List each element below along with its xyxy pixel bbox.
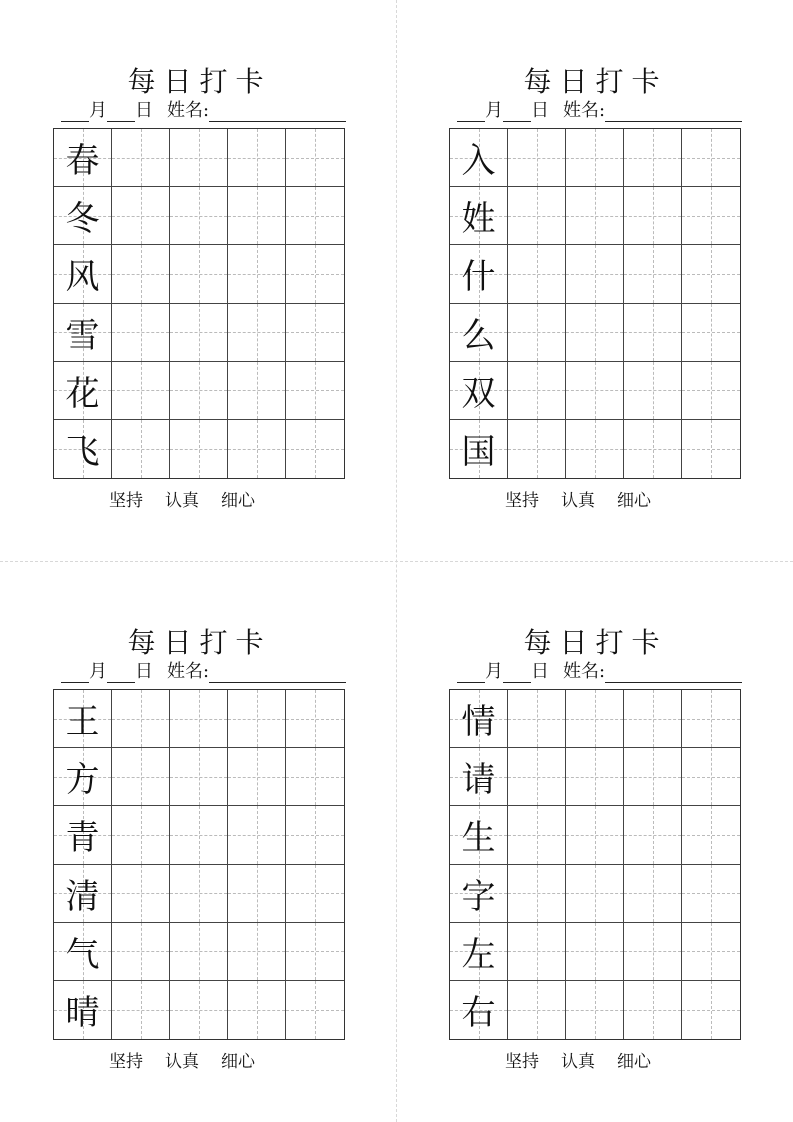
model-character: 右 — [461, 993, 496, 1034]
practice-cell[interactable] — [682, 245, 740, 303]
month-label: 月 — [89, 661, 107, 682]
practice-cell[interactable] — [682, 690, 740, 748]
practice-cell[interactable] — [286, 187, 344, 245]
practice-cell[interactable] — [170, 865, 228, 923]
month-label: 月 — [89, 100, 107, 121]
motto-word: 坚持 — [109, 1052, 143, 1072]
month-blank[interactable] — [61, 664, 89, 683]
practice-cell[interactable] — [682, 981, 740, 1039]
practice-cell[interactable] — [566, 981, 624, 1039]
model-character-cell — [450, 981, 508, 1039]
day-label: 日 — [135, 100, 153, 121]
practice-cell[interactable] — [566, 362, 624, 420]
practice-cell[interactable] — [566, 245, 624, 303]
practice-cell[interactable] — [682, 420, 740, 478]
model-character: 双 — [461, 373, 496, 414]
practice-cell[interactable] — [228, 304, 286, 362]
practice-cell[interactable] — [624, 806, 682, 864]
model-character: 风 — [65, 257, 100, 298]
practice-cell[interactable] — [170, 129, 228, 187]
practice-cell[interactable] — [228, 865, 286, 923]
practice-cell[interactable] — [228, 245, 286, 303]
practice-cell[interactable] — [624, 362, 682, 420]
practice-cell[interactable] — [682, 187, 740, 245]
practice-cell[interactable] — [566, 187, 624, 245]
day-blank[interactable] — [107, 664, 135, 683]
practice-cell[interactable] — [170, 981, 228, 1039]
model-character-cell — [54, 420, 112, 478]
card-title: 每日打卡 — [127, 65, 272, 98]
practice-cell[interactable] — [170, 690, 228, 748]
model-character: 么 — [461, 315, 496, 356]
model-character: 气 — [65, 934, 100, 975]
day-label: 日 — [135, 661, 153, 682]
practice-cell[interactable] — [228, 981, 286, 1039]
practice-cell[interactable] — [624, 245, 682, 303]
practice-cell[interactable] — [112, 806, 170, 864]
model-character-cell — [450, 362, 508, 420]
practice-cell[interactable] — [228, 748, 286, 806]
motto — [505, 486, 673, 511]
motto-word: 认真 — [165, 1052, 199, 1072]
model-character-cell — [54, 923, 112, 981]
model-character-cell — [54, 748, 112, 806]
practice-cell[interactable] — [508, 806, 566, 864]
practice-cell[interactable] — [682, 865, 740, 923]
practice-cell[interactable] — [508, 865, 566, 923]
model-character-cell — [54, 865, 112, 923]
practice-cell[interactable] — [170, 806, 228, 864]
name-label: 姓名: — [167, 100, 210, 121]
practice-cell[interactable] — [286, 362, 344, 420]
model-character: 生 — [461, 818, 496, 859]
model-character-cell — [54, 362, 112, 420]
practice-cell[interactable] — [112, 690, 170, 748]
practice-cell[interactable] — [286, 865, 344, 923]
name-blank[interactable] — [209, 103, 346, 122]
practice-cell[interactable] — [286, 690, 344, 748]
practice-cell[interactable] — [170, 187, 228, 245]
practice-cell[interactable] — [286, 420, 344, 478]
model-character: 什 — [461, 257, 496, 298]
practice-cell[interactable] — [112, 865, 170, 923]
model-character: 字 — [461, 876, 496, 917]
model-character-cell — [54, 129, 112, 187]
motto-word: 细心 — [221, 491, 255, 511]
practice-cell[interactable] — [112, 245, 170, 303]
motto-word: 细心 — [221, 1052, 255, 1072]
practice-cell[interactable] — [508, 748, 566, 806]
practice-cell[interactable] — [566, 304, 624, 362]
practice-cell[interactable] — [112, 129, 170, 187]
model-character-cell — [450, 690, 508, 748]
practice-cell[interactable] — [682, 304, 740, 362]
date-name-row — [61, 657, 346, 683]
model-character: 姓 — [461, 199, 496, 240]
practice-cell[interactable] — [170, 362, 228, 420]
practice-cell[interactable] — [112, 923, 170, 981]
fold-line-horizontal — [0, 561, 793, 562]
model-character-cell — [450, 129, 508, 187]
practice-cell[interactable] — [624, 748, 682, 806]
practice-cell[interactable] — [508, 690, 566, 748]
practice-cell[interactable] — [624, 865, 682, 923]
day-blank[interactable] — [503, 103, 531, 122]
date-name-row — [457, 657, 742, 683]
model-character-cell — [54, 690, 112, 748]
month-blank[interactable] — [457, 664, 485, 683]
model-character: 飞 — [65, 432, 100, 473]
practice-cell[interactable] — [682, 923, 740, 981]
practice-cell[interactable] — [508, 362, 566, 420]
practice-cell[interactable] — [508, 981, 566, 1039]
practice-cell[interactable] — [566, 129, 624, 187]
practice-cell[interactable] — [566, 923, 624, 981]
month-label: 月 — [485, 100, 503, 121]
practice-cell[interactable] — [170, 923, 228, 981]
model-character: 请 — [461, 760, 496, 801]
model-character: 春 — [65, 141, 100, 182]
model-character: 清 — [65, 876, 100, 917]
name-blank[interactable] — [605, 664, 742, 683]
practice-cell[interactable] — [682, 129, 740, 187]
practice-cell[interactable] — [112, 187, 170, 245]
model-character-cell — [450, 304, 508, 362]
practice-cell[interactable] — [624, 129, 682, 187]
motto-word: 坚持 — [505, 491, 539, 511]
practice-cell[interactable] — [286, 806, 344, 864]
motto — [109, 486, 277, 511]
month-blank[interactable] — [61, 103, 89, 122]
practice-cell[interactable] — [228, 129, 286, 187]
model-character: 花 — [65, 373, 100, 414]
practice-cell[interactable] — [566, 420, 624, 478]
motto-word: 坚持 — [505, 1052, 539, 1072]
practice-cell[interactable] — [566, 865, 624, 923]
practice-cell[interactable] — [228, 420, 286, 478]
writing-grid — [449, 689, 741, 1040]
model-character-cell — [450, 748, 508, 806]
model-character-cell — [450, 187, 508, 245]
model-character-cell — [54, 187, 112, 245]
practice-cell[interactable] — [508, 129, 566, 187]
practice-cell[interactable] — [286, 748, 344, 806]
practice-cell[interactable] — [286, 245, 344, 303]
practice-cell[interactable] — [228, 362, 286, 420]
name-label: 姓名: — [563, 661, 606, 682]
practice-cell[interactable] — [566, 690, 624, 748]
practice-cell[interactable] — [682, 748, 740, 806]
model-character: 晴 — [65, 993, 100, 1034]
practice-cell[interactable] — [286, 981, 344, 1039]
writing-grid — [53, 128, 345, 479]
practice-cell[interactable] — [228, 690, 286, 748]
practice-cell[interactable] — [286, 923, 344, 981]
day-label: 日 — [531, 100, 549, 121]
date-name-row — [61, 96, 346, 122]
model-character: 情 — [461, 702, 496, 743]
model-character-cell — [450, 923, 508, 981]
practice-cell[interactable] — [566, 748, 624, 806]
motto-word: 细心 — [617, 491, 651, 511]
motto — [109, 1047, 277, 1072]
practice-cell[interactable] — [624, 304, 682, 362]
name-blank[interactable] — [209, 664, 346, 683]
practice-cell[interactable] — [624, 923, 682, 981]
model-character: 入 — [461, 141, 496, 182]
model-character: 王 — [65, 702, 100, 743]
motto-word: 坚持 — [109, 491, 143, 511]
model-character-cell — [450, 420, 508, 478]
model-character: 方 — [65, 760, 100, 801]
model-character-cell — [54, 245, 112, 303]
practice-cell[interactable] — [624, 690, 682, 748]
practice-cell[interactable] — [112, 981, 170, 1039]
model-character-cell — [450, 245, 508, 303]
name-label: 姓名: — [167, 661, 210, 682]
practice-cell[interactable] — [170, 304, 228, 362]
card-title: 每日打卡 — [523, 626, 668, 659]
motto-word: 细心 — [617, 1052, 651, 1072]
writing-grid — [449, 128, 741, 479]
model-character: 青 — [65, 818, 100, 859]
practice-cell[interactable] — [228, 923, 286, 981]
practice-cell[interactable] — [508, 420, 566, 478]
practice-cell[interactable] — [624, 981, 682, 1039]
practice-cell[interactable] — [508, 187, 566, 245]
model-character-cell — [450, 865, 508, 923]
model-character-cell — [450, 806, 508, 864]
practice-cell[interactable] — [508, 923, 566, 981]
model-character: 冬 — [65, 199, 100, 240]
name-label: 姓名: — [563, 100, 606, 121]
motto-word: 认真 — [561, 491, 595, 511]
name-blank[interactable] — [605, 103, 742, 122]
practice-cell[interactable] — [286, 304, 344, 362]
practice-cell[interactable] — [682, 806, 740, 864]
practice-cell[interactable] — [566, 806, 624, 864]
practice-cell[interactable] — [228, 806, 286, 864]
month-label: 月 — [485, 661, 503, 682]
writing-grid — [53, 689, 345, 1040]
card-title: 每日打卡 — [127, 626, 272, 659]
practice-cell[interactable] — [624, 420, 682, 478]
motto-word: 认真 — [561, 1052, 595, 1072]
practice-cell[interactable] — [624, 187, 682, 245]
practice-cell[interactable] — [112, 748, 170, 806]
date-name-row — [457, 96, 742, 122]
model-character: 雪 — [65, 315, 100, 356]
model-character-cell — [54, 304, 112, 362]
practice-cell[interactable] — [170, 420, 228, 478]
card-title: 每日打卡 — [523, 65, 668, 98]
day-label: 日 — [531, 661, 549, 682]
practice-cell[interactable] — [228, 187, 286, 245]
practice-cell[interactable] — [170, 245, 228, 303]
model-character: 国 — [461, 432, 496, 473]
model-character-cell — [54, 981, 112, 1039]
practice-cell[interactable] — [286, 129, 344, 187]
day-blank[interactable] — [503, 664, 531, 683]
practice-cell[interactable] — [508, 304, 566, 362]
practice-cell[interactable] — [682, 362, 740, 420]
day-blank[interactable] — [107, 103, 135, 122]
model-character: 左 — [461, 934, 496, 975]
practice-cell[interactable] — [112, 420, 170, 478]
practice-cell[interactable] — [112, 304, 170, 362]
month-blank[interactable] — [457, 103, 485, 122]
motto — [505, 1047, 673, 1072]
practice-cell[interactable] — [508, 245, 566, 303]
practice-cell[interactable] — [112, 362, 170, 420]
practice-cell[interactable] — [170, 748, 228, 806]
motto-word: 认真 — [165, 491, 199, 511]
model-character-cell — [54, 806, 112, 864]
